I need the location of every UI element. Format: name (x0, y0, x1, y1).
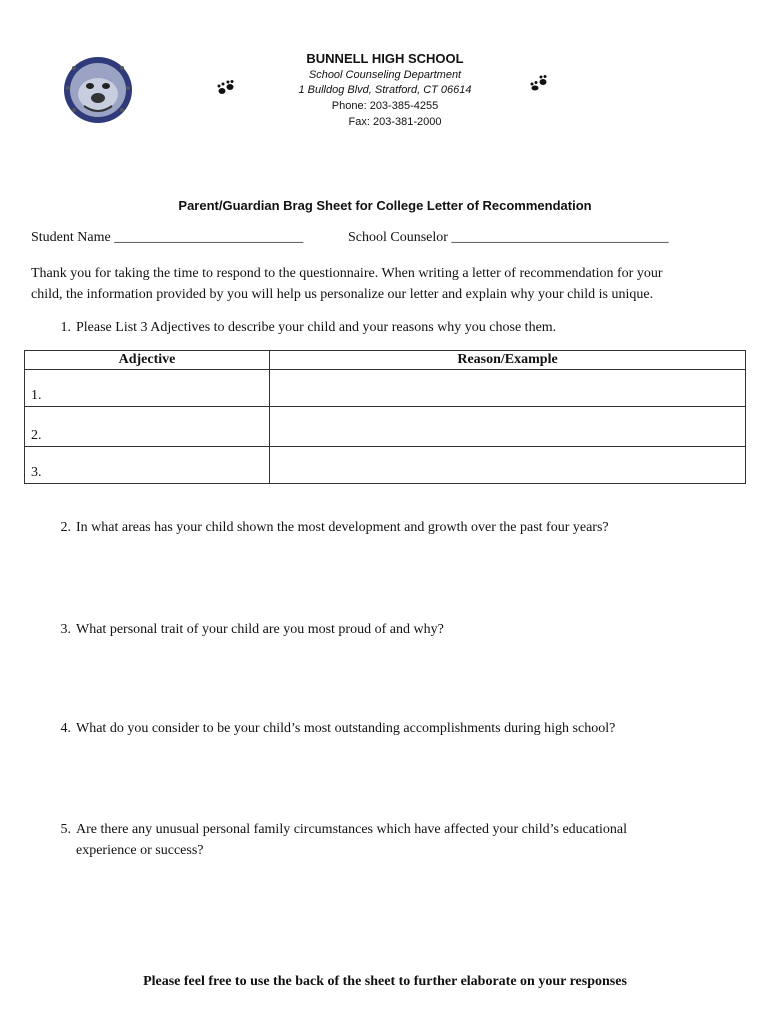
question-text: What personal trait of your child are you most proud of and why? (76, 622, 444, 637)
adjective-cell[interactable]: 1. (25, 370, 270, 407)
question-text: experience or success? (76, 843, 204, 858)
header-adjective: Adjective (25, 351, 270, 370)
question-text: In what areas has your child shown the most development and growth over the past four years? (76, 520, 609, 535)
question-number: 1. (60, 320, 71, 335)
department-line: School Counseling Department (308, 69, 462, 81)
question-text: Please List 3 Adjectives to describe your child and your reasons why you chose them. (76, 320, 557, 335)
table-header-row (25, 351, 746, 370)
address-line: 1 Bulldog Blvd, Stratford, CT 06614 (298, 84, 472, 96)
question-number: 2. (60, 520, 71, 535)
reason-cell[interactable] (270, 370, 746, 407)
phone-line: Phone: 203-385-4255 (331, 100, 439, 112)
table-row (25, 407, 746, 447)
table-row (25, 447, 746, 484)
document-title: Parent/Guardian Brag Sheet for College Letter of Recommendation (178, 198, 592, 213)
question-text: What do you consider to be your child’s most outstanding accomplishments during high school? (76, 721, 616, 736)
table-row (25, 370, 746, 407)
adjective-table (24, 350, 746, 484)
fax-line: Fax: 203-381-2000 (348, 116, 442, 128)
question-number: 3. (60, 622, 71, 637)
question-number: 4. (60, 721, 71, 736)
reason-cell[interactable] (270, 407, 746, 447)
intro-line: child, the information provided by you will help us personalize our letter and explain why your child is unique. (31, 287, 654, 302)
adjective-cell[interactable]: 3. (25, 447, 270, 484)
question-text: Are there any unusual personal family circumstances which have affected your child’s educational (76, 822, 627, 837)
adjective-cell[interactable]: 2. (25, 407, 270, 447)
reason-cell[interactable] (270, 447, 746, 484)
header-reason-example: Reason/Example (270, 351, 746, 370)
intro-paragraph (31, 263, 731, 305)
question-5 (53, 819, 743, 861)
student-name-field[interactable]: Student Name ___________________________ (31, 230, 304, 245)
closing-note: Please feel free to use the back of the sheet to further elaborate on your responses (143, 974, 627, 989)
school-counselor-field[interactable]: School Counselor _______________________________ (348, 230, 669, 245)
school-name: BUNNELL HIGH SCHOOL (306, 51, 464, 66)
intro-line: Thank you for taking the time to respond to the questionnaire. When writing a letter of recommendation for your (31, 266, 663, 281)
question-number: 5. (60, 822, 71, 837)
